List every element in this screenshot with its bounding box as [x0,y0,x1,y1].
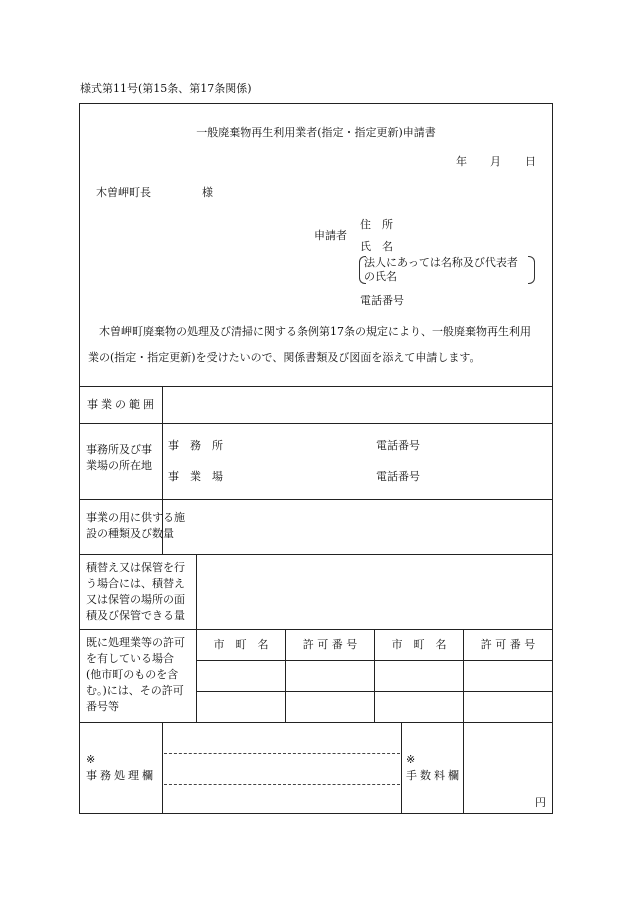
application-form [79,103,553,814]
applicant-name[interactable]: 氏 名 [360,240,393,253]
office-use-mark: ※ [86,753,96,766]
row-divider [80,423,552,424]
applicant-label: 申請者 [314,229,347,242]
col-divider [463,722,464,814]
applicant-address[interactable]: 住 所 [360,218,393,231]
applicant-note-1: 法人にあっては名称及び代表者 [364,256,518,269]
addressee-honorific: 様 [202,186,213,199]
storage-label-2: う場合には、積替え [86,577,185,590]
site-phone-label: 電話番号 [376,470,420,483]
fee-label: 手数料欄 [406,769,462,782]
permit-label-1: 既に処理業等の許可 [86,636,185,649]
office-label: 事 務 所 [168,439,223,452]
storage-label-4: 積及び保管できる量 [86,609,185,622]
site-label: 事 業 場 [168,470,223,483]
office-use-label: 事務処理欄 [86,769,156,782]
date-day[interactable]: 日 [525,155,536,168]
permit-header-city: 市 町 名 [391,638,447,651]
location-label-1: 事務所及び事 [86,443,152,456]
form-title: 一般廃棄物再生利用業者(指定・指定更新)申請書 [196,126,436,139]
permit-header-number: 許 可 番 号 [480,638,536,651]
permit-label-2: を有している場合 [86,652,174,665]
permit-label-4: む。)には、その許可 [86,684,184,697]
facility-field[interactable] [197,500,552,554]
row-divider [80,722,552,723]
dashed-line [164,784,400,785]
dashed-line [164,753,400,754]
body-text-2: 業の(指定・指定更新)を受けたいので、関係書類及び図面を添えて申請します。 [88,351,481,364]
applicant-note-2: の氏名 [364,270,397,283]
location-label-2: 業場の所在地 [86,459,152,472]
yen-unit: 円 [535,796,546,809]
form-number: 様式第11号(第15条、第17条関係) [80,82,252,95]
permit-label-3: (他市町のものを含 [86,668,179,681]
col-divider [162,722,163,814]
addressee-name: 木曽岬町長 [96,186,151,199]
col-divider [401,722,402,814]
office-phone-label: 電話番号 [376,439,420,452]
date-year[interactable]: 年 [456,155,467,168]
fee-mark: ※ [406,753,416,766]
row-divider [80,629,552,630]
permit-header-city: 市 町 名 [213,638,269,651]
date-month[interactable]: 月 [490,155,501,168]
note-bracket-right [528,256,535,284]
applicant-phone[interactable]: 電話番号 [360,294,404,307]
storage-label-3: 又は保管の場所の面 [86,593,185,606]
body-text-1: 木曽岬町廃棄物の処理及び清掃に関する条例第17条の規定により、一般廃棄物再生利用 [88,325,531,338]
storage-field[interactable] [197,555,552,629]
facility-label-2: 設の種類及び数量 [86,527,174,540]
permit-label-5: 番号等 [86,700,119,713]
scope-label: 事業の範囲 [87,398,157,411]
permit-header-number: 許 可 番 号 [302,638,358,651]
facility-label-1: 事業の用に供する施 [86,511,185,524]
storage-label-1: 積替え又は保管を行 [86,561,185,574]
scope-field[interactable] [163,387,552,423]
